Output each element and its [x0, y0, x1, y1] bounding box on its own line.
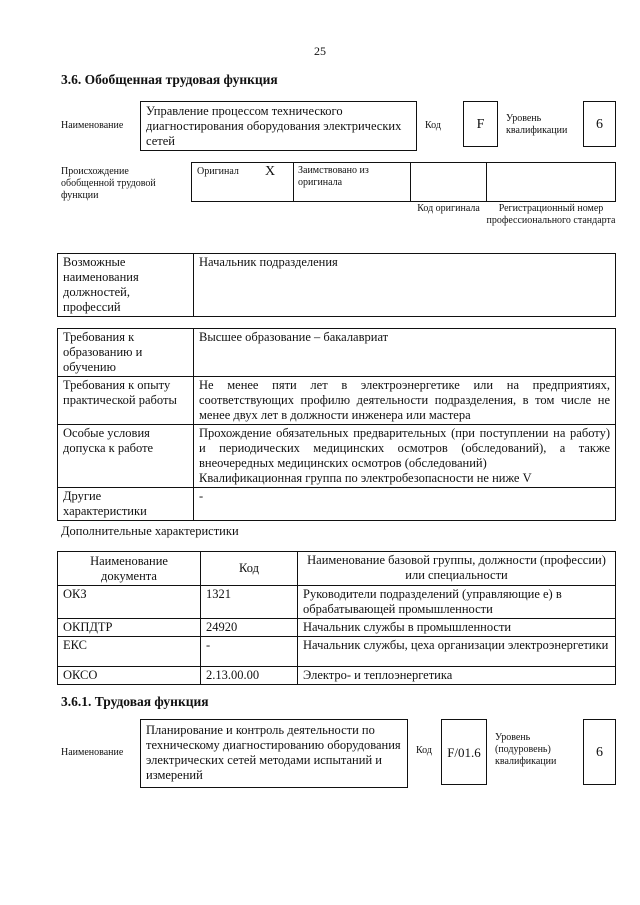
positions-label: Возможные наименования должностей, профессий — [58, 254, 194, 317]
level-label: Уровень квалификации — [506, 113, 568, 136]
reg-number-cell — [486, 162, 616, 202]
req-experience-value: Не менее пяти лет в электроэнергетике или на предприятиях, соответствующих профилю деятельности подразделения, в том числе не менее двух лет в должности инженера или мастера — [194, 377, 616, 425]
original-mark: X — [265, 164, 276, 179]
subsection-heading: 3.6.1. Трудовая функция — [61, 694, 209, 709]
req-education-label: Требования к образованию и обучению — [58, 329, 194, 377]
level-label-2: Уровень (подуровень) квалификации — [495, 732, 557, 767]
original-code-cell — [410, 162, 487, 202]
borrowed-label: Заимствовано из оригинала — [298, 165, 369, 188]
table-row — [58, 619, 616, 637]
additional-title: Дополнительные характеристики — [61, 524, 239, 538]
header-code: Код — [201, 552, 298, 586]
level-value: 6 — [583, 101, 616, 147]
reg-number-caption: Регистрационный номер профессионального стандарта — [486, 203, 616, 226]
header-group: Наименование базовой группы, должности (профессии) или специальности — [298, 552, 616, 586]
table-row — [58, 488, 616, 521]
row-code: 1321 — [201, 586, 298, 619]
req-conditions-value: Прохождение обязательных предварительных (при поступлении на работу) и периодических медицинских осмотров (обследований), а также внеочередных медицинских осмотров (обследований) — [199, 426, 610, 470]
req-conditions-value-2: Квалификационная группа по электробезопасности не ниже V — [199, 471, 532, 485]
requirements-table — [57, 328, 616, 521]
table-row — [58, 254, 616, 317]
req-conditions-cell — [194, 425, 616, 488]
row-doc: ЕКС — [58, 637, 201, 667]
req-experience-label: Требования к опыту практической работы — [58, 377, 194, 425]
labor-function-name: Планирование и контроль деятельности по техническому диагностированию оборудования электрических сетей методами испытаний и измерений — [146, 723, 401, 782]
code-label: Код — [425, 120, 441, 131]
row-code: - — [201, 637, 298, 667]
row-doc: ОКСО — [58, 667, 201, 685]
labor-function-name-box — [140, 719, 408, 788]
additional-table — [57, 551, 616, 685]
row-group: Руководители подразделений (управляющие е) в обрабатывающей промышленности — [298, 586, 616, 619]
req-other-label: Другие характеристики — [58, 488, 194, 521]
name-label: Наименование — [61, 120, 124, 131]
row-group: Начальник службы, цеха организации электроэнергетики — [298, 637, 616, 667]
section-heading: 3.6. Обобщенная трудовая функция — [61, 72, 278, 87]
row-doc: ОКПДТР — [58, 619, 201, 637]
table-row — [58, 637, 616, 667]
header-document: Наименование документа — [58, 552, 201, 586]
function-name-box — [140, 101, 417, 151]
original-cell — [191, 162, 294, 202]
req-conditions-label: Особые условия допуска к работе — [58, 425, 194, 488]
table-row — [58, 377, 616, 425]
code-original-caption: Код оригинала — [417, 203, 480, 214]
row-group: Электро- и теплоэнергетика — [298, 667, 616, 685]
code-label-2: Код — [416, 745, 432, 756]
code-value-2: F/01.6 — [441, 719, 487, 785]
page-number: 25 — [314, 44, 326, 58]
positions-table — [57, 253, 616, 317]
table-row — [58, 425, 616, 488]
original-label: Оригинал — [197, 166, 239, 177]
row-code: 2.13.00.00 — [201, 667, 298, 685]
req-other-value: - — [194, 488, 616, 521]
table-row — [58, 667, 616, 685]
row-doc: ОКЗ — [58, 586, 201, 619]
positions-value: Начальник подразделения — [194, 254, 616, 317]
code-value: F — [463, 101, 498, 147]
level-value-2: 6 — [583, 719, 616, 785]
req-education-value: Высшее образование – бакалавриат — [194, 329, 616, 377]
function-name: Управление процессом технического диагностирования оборудования электрических сетей — [146, 104, 402, 148]
row-code: 24920 — [201, 619, 298, 637]
table-row — [58, 329, 616, 377]
table-row — [58, 586, 616, 619]
row-group: Начальник службы в промышленности — [298, 619, 616, 637]
name-label-2: Наименование — [61, 747, 124, 758]
origin-label: Происхождение обобщенной трудовой функции — [61, 166, 156, 201]
table-header-row — [58, 552, 616, 586]
borrowed-cell — [293, 162, 411, 202]
